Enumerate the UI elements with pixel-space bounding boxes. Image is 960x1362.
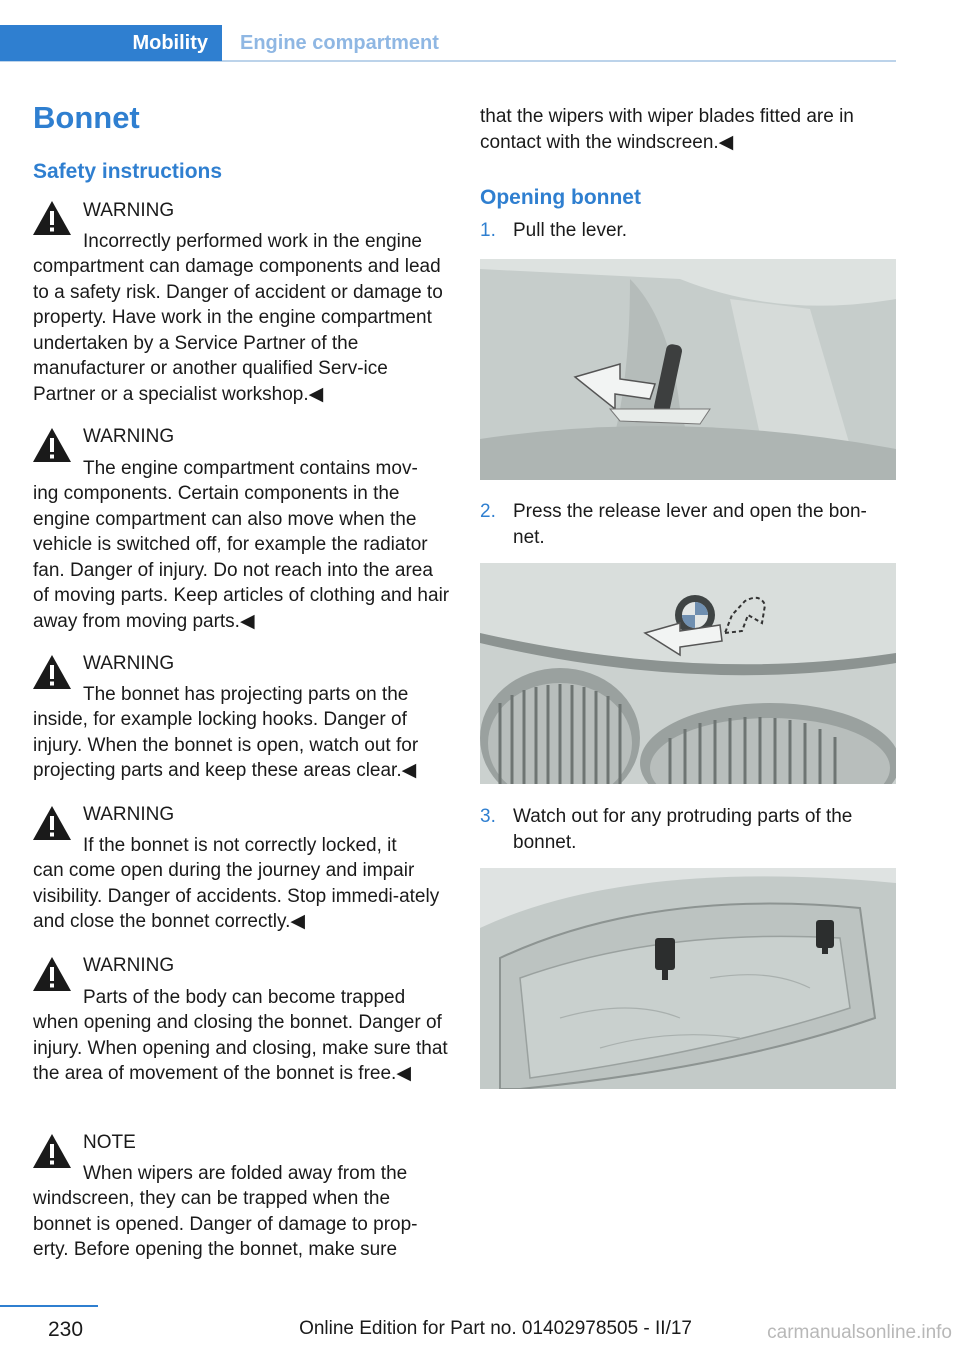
tab-mobility[interactable]: Mobility [0, 25, 222, 61]
figure-bonnet-underside [480, 868, 896, 1089]
warning-body: when opening and closing the bonnet. Danger of injury. When opening and closing, make sure that the area of movement of the bonnet is free.◀ [33, 1012, 448, 1084]
warning-body: inside, for example locking hooks. Danger of injury. When the bonnet is open, watch out for projecting parts and keep these areas clear.◀ [33, 709, 419, 781]
warning-label: WARNING [83, 200, 175, 221]
step-text: Watch out for any protruding parts of the bonnet. [513, 806, 853, 853]
warning-label: WARNING [83, 426, 175, 447]
opening-heading: Opening bonnet [480, 186, 641, 209]
warning-body: ing components. Certain components in the engine compartment can also move when the vehicle is switched off, for example the radiator fan. Danger of injury. Do not reach into the area of moving parts. Keep articles of clothing and hair away from moving parts.◀ [33, 483, 450, 632]
note-label: NOTE [83, 1132, 136, 1153]
warning-first-line: The engine compartment contains mov- [83, 458, 418, 479]
warning-triangle-icon [32, 805, 72, 841]
safety-heading: Safety instructions [33, 160, 223, 183]
warning-first-line: Incorrectly performed work in the engine [83, 231, 422, 252]
warning-triangle-icon [32, 427, 72, 463]
warning-first-line: Parts of the body can become trapped [83, 987, 406, 1008]
warning-first-line: The bonnet has projecting parts on the [83, 684, 409, 705]
watermark-text: carmanualsonline.info [767, 1322, 952, 1343]
step-number: 1. [480, 220, 496, 241]
step-text: Pull the lever. [513, 220, 628, 241]
warning-label: WARNING [83, 955, 175, 976]
warning-triangle-icon [32, 1133, 72, 1169]
warning-label: WARNING [83, 653, 175, 674]
tab-engine-compartment[interactable]: Engine compartment [240, 32, 439, 54]
warning-triangle-icon [32, 956, 72, 992]
figure-release-lever [480, 563, 896, 784]
note-first-line: When wipers are folded away from the [83, 1163, 408, 1184]
warning-triangle-icon [32, 200, 72, 236]
continued-text: that the wipers with wiper blades fitted are in contact with the windscreen.◀ [480, 106, 854, 153]
page-title: Bonnet [33, 100, 140, 135]
warning-body: compartment can damage components and lead to a safety risk. Danger of accident or damage to property. Have work in the engine compartment undertaken by a Service Partner of the manufacturer or another qualified Serv-ice Partner or a specialist workshop.◀ [33, 256, 443, 405]
warning-body: can come open during the journey and impair visibility. Danger of accidents. Stop immedi-ately and close the bonnet correctly.◀ [33, 860, 440, 932]
warning-label: WARNING [83, 804, 175, 825]
header-tabs [0, 25, 896, 61]
step-text: Press the release lever and open the bon-net. [513, 501, 867, 548]
warning-triangle-icon [32, 654, 72, 690]
step-number: 2. [480, 501, 496, 522]
figure-lever [480, 259, 896, 480]
note-body: windscreen, they can be trapped when the bonnet is opened. Danger of damage to prop-erty. Before opening the bonnet, make sure [33, 1188, 418, 1260]
footer-rule [0, 1305, 98, 1307]
warning-first-line: If the bonnet is not correctly locked, it [83, 835, 397, 856]
step-number: 3. [480, 806, 496, 827]
page-number: 230 [48, 1318, 84, 1341]
edition-text: Online Edition for Part no. 01402978505 - II/17 [299, 1318, 692, 1339]
